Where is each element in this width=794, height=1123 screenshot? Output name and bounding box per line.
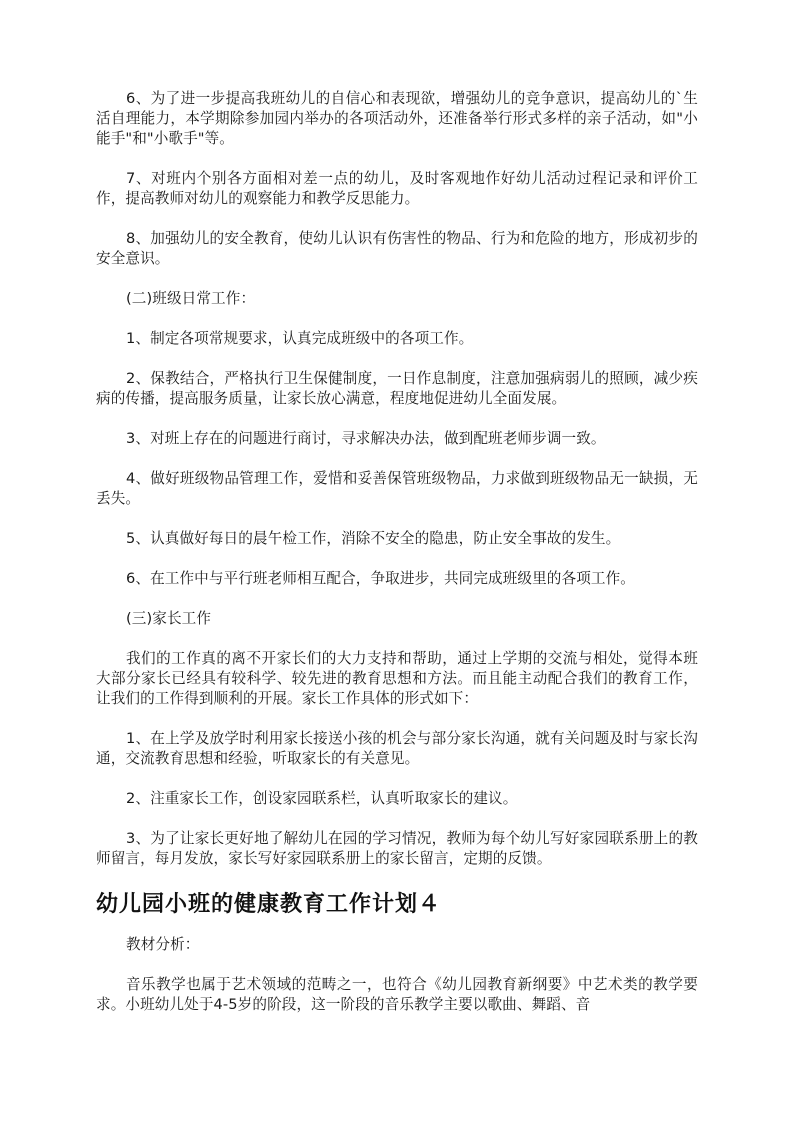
section-heading-parent-work: (三)家长工作 [126,610,212,627]
paragraph-daily-3: 3、对班上存在的问题进行商讨，寻求解决办法，做到配班老师步调一致。 [126,430,606,447]
paragraph-parent-2: 2、注重家长工作，创设家园联系栏，认真听取家长的建议。 [126,790,518,807]
paragraph-daily-4: 4、做好班级物品管理工作，爱惜和妥善保管班级物品，力求做到班级物品无一缺损，无丢失。 [96,470,698,507]
paragraph-parent-1: 1、在上学及放学时利用家长接送小孩的机会与部分家长沟通，就有关问题及时与家长沟通，交流教育思想和经验，听取家长的有关意见。 [96,730,698,767]
paragraph-item-7-observation: 7、对班内个别各方面相对差一点的幼儿，及时客观地作好幼儿活动过程记录和评价工作，提高教师对幼儿的观察能力和教学反思能力。 [96,170,698,207]
paragraph-daily-5: 5、认真做好每日的晨午检工作，消除不安全的隐患，防止安全事故的发生。 [126,530,621,547]
document-heading: 幼儿园小班的健康教育工作计划４ [96,891,442,917]
section-heading-daily-work: (二)班级日常工作： [126,290,256,307]
document-body [96,89,698,1035]
paragraph-parent-intro: 我们的工作真的离不开家长们的大力支持和帮助，通过上学期的交流与相处，觉得本班大部分家长已经具有较科学、较先进的教育思想和方法。而且能主动配合我们的教育工作，让我们的工作得到顺利的开展。家长工作具体的形式如下： [96,650,698,707]
paragraph-daily-6: 6、在工作中与平行班老师相互配合，争取进步，共同完成班级里的各项工作。 [126,570,635,587]
paragraph-music-teaching: 音乐教学也属于艺术领域的范畴之一，也符合《幼儿园教育新纲要》中艺术类的教学要求。小班幼儿处于4-5岁的阶段，这一阶段的音乐教学主要以歌曲、舞蹈、音 [96,976,698,1013]
paragraph-item-6-confidence: 6、为了进一步提高我班幼儿的自信心和表现欲，增强幼儿的竞争意识，提高幼儿的`生活自理能力，本学期除参加园内举办的各项活动外，还准备举行形式多样的亲子活动，如"小能手"和"小歌手"等。 [96,90,698,147]
paragraph-daily-2: 2、保教结合，严格执行卫生保健制度，一日作息制度，注意加强病弱儿的照顾，减少疾病的传播，提高服务质量，让家长放心满意，程度地促进幼儿全面发展。 [96,370,698,407]
paragraph-textbook-analysis-label: 教材分析： [126,936,200,953]
paragraph-parent-3: 3、为了让家长更好地了解幼儿在园的学习情况，教师为每个幼儿写好家园联系册上的教师留言，每月发放，家长写好家园联系册上的家长留言，定期的反馈。 [96,830,698,867]
paragraph-daily-1: 1、制定各项常规要求，认真完成班级中的各项工作。 [126,330,474,347]
paragraph-item-8-safety: 8、加强幼儿的安全教育，使幼儿认识有伤害性的物品、行为和危险的地方，形成初步的安全意识。 [96,230,698,267]
